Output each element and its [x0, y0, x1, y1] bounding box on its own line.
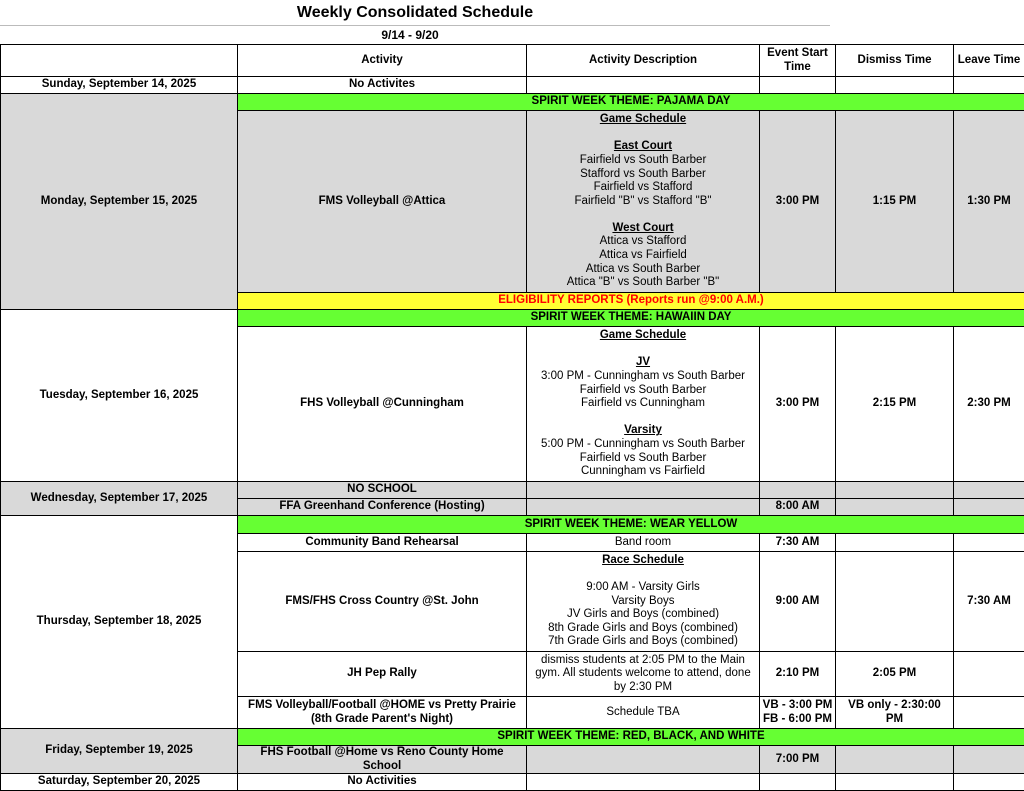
friday-start: 7:00 PM [760, 746, 836, 774]
friday-activity: FHS Football @Home vs Reno County Home School [238, 746, 527, 774]
wednesday-activity: FFA Greenhand Conference (Hosting) [238, 499, 527, 516]
header-leave: Leave Time [954, 45, 1024, 77]
empty-cell [836, 499, 954, 516]
header-day [1, 45, 238, 77]
race-line: 8th Grade Girls and Boys (combined) [529, 622, 757, 636]
sunday-row [1, 77, 1024, 94]
xc-description [527, 552, 760, 652]
vbfb-start-line: VB - 3:00 PM [762, 699, 833, 713]
empty-cell [527, 77, 760, 94]
vbfb-activity-line: (8th Grade Parent's Night) [240, 713, 524, 727]
xc-activity: FMS/FHS Cross Country @St. John [238, 552, 527, 652]
vbfb-description: Schedule TBA [527, 697, 760, 729]
band-start: 7:30 AM [760, 534, 836, 552]
thursday-theme-row [1, 516, 1024, 534]
empty-cell [954, 697, 1024, 729]
monday-theme-row [1, 94, 1024, 111]
monday-dismiss: 1:15 PM [836, 111, 954, 293]
tuesday-leave: 2:30 PM [954, 327, 1024, 482]
header-start: Event Start Time [760, 45, 836, 77]
game-line: Fairfield vs South Barber [529, 154, 757, 168]
sunday-day: Sunday, September 14, 2025 [1, 77, 238, 94]
page-title: Weekly Consolidated Schedule [0, 0, 830, 26]
monday-theme: SPIRIT WEEK THEME: PAJAMA DAY [238, 94, 1024, 111]
empty-cell [836, 746, 954, 774]
empty-cell [760, 482, 836, 499]
tuesday-description [527, 327, 760, 482]
tuesday-theme: SPIRIT WEEK THEME: HAWAIIN DAY [238, 310, 1024, 327]
tuesday-start: 3:00 PM [760, 327, 836, 482]
wednesday-day: Wednesday, September 17, 2025 [1, 482, 238, 516]
pep-desc-line: gym. All students welcome to attend, done [529, 667, 757, 681]
empty-cell [954, 534, 1024, 552]
race-line: 7th Grade Girls and Boys (combined) [529, 635, 757, 649]
monday-leave: 1:30 PM [954, 111, 1024, 293]
header-activity: Activity [238, 45, 527, 77]
game-line: Cunningham vs Fairfield [529, 465, 757, 479]
eligibility-banner: ELIGIBILITY REPORTS (Reports run @9:00 A.M.) [238, 293, 1024, 310]
empty-cell [527, 746, 760, 774]
pep-desc-line: by 2:30 PM [529, 681, 757, 695]
xc-heading: Race Schedule [529, 554, 757, 568]
vbfb-activity-line: FMS Volleyball/Football @HOME vs Pretty Prairie [240, 699, 524, 713]
pep-desc-line: dismiss students at 2:05 PM to the Main [529, 654, 757, 668]
empty-cell [760, 774, 836, 791]
saturday-day: Saturday, September 20, 2025 [1, 774, 238, 791]
game-line: Fairfield vs South Barber [529, 452, 757, 466]
date-range [0, 25, 1024, 44]
sunday-activity: No Activites [238, 77, 527, 94]
game-line: Attica vs Stafford [529, 235, 757, 249]
wednesday-no-school: NO SCHOOL [238, 482, 527, 499]
game-line: 5:00 PM - Cunningham vs South Barber [529, 438, 757, 452]
tuesday-jv: JV [529, 356, 757, 370]
thursday-day: Thursday, September 18, 2025 [1, 516, 238, 729]
game-line: Attica "B" vs South Barber "B" [529, 276, 757, 290]
monday-day: Monday, September 15, 2025 [1, 94, 238, 310]
band-activity: Community Band Rehearsal [238, 534, 527, 552]
game-line: Attica vs South Barber [529, 263, 757, 277]
vbfb-start-line: FB - 6:00 PM [762, 713, 833, 727]
pep-dismiss: 2:05 PM [836, 652, 954, 697]
monday-east-court: East Court [529, 140, 757, 154]
tuesday-desc-heading: Game Schedule [529, 329, 757, 343]
empty-cell [836, 482, 954, 499]
empty-cell [954, 774, 1024, 791]
race-line: 9:00 AM - Varsity Girls [529, 581, 757, 595]
tuesday-varsity: Varsity [529, 424, 757, 438]
race-line: Varsity Boys [529, 595, 757, 609]
saturday-row [1, 774, 1024, 791]
empty-cell [954, 499, 1024, 516]
wednesday-start: 8:00 AM [760, 499, 836, 516]
game-line: Attica vs Fairfield [529, 249, 757, 263]
xc-start: 9:00 AM [760, 552, 836, 652]
empty-cell [954, 652, 1024, 697]
empty-cell [527, 774, 760, 791]
game-line: 3:00 PM - Cunningham vs South Barber [529, 370, 757, 384]
friday-day: Friday, September 19, 2025 [1, 729, 238, 774]
empty-cell [527, 499, 760, 516]
empty-cell [836, 774, 954, 791]
friday-theme: SPIRIT WEEK THEME: RED, BLACK, AND WHITE [238, 729, 1024, 746]
pep-activity: JH Pep Rally [238, 652, 527, 697]
empty-cell [836, 534, 954, 552]
pep-description [527, 652, 760, 697]
empty-cell [527, 482, 760, 499]
date-range-text: 9/14 - 9/20 [381, 28, 438, 42]
game-line: Fairfield vs South Barber [529, 384, 757, 398]
game-line: Fairfield "B" vs Stafford "B" [529, 195, 757, 209]
tuesday-dismiss: 2:15 PM [836, 327, 954, 482]
monday-start: 3:00 PM [760, 111, 836, 293]
game-line: Fairfield vs Stafford [529, 181, 757, 195]
empty-cell [954, 482, 1024, 499]
header-row [1, 45, 1024, 77]
band-description: Band room [527, 534, 760, 552]
race-line: JV Girls and Boys (combined) [529, 608, 757, 622]
vbfb-dismiss: VB only - 2:30:00 PM [836, 697, 954, 729]
xc-leave: 7:30 AM [954, 552, 1024, 652]
saturday-activity: No Activities [238, 774, 527, 791]
tuesday-activity: FHS Volleyball @Cunningham [238, 327, 527, 482]
empty-cell [954, 746, 1024, 774]
empty-cell [954, 77, 1024, 94]
pep-start: 2:10 PM [760, 652, 836, 697]
header-dismiss: Dismiss Time [836, 45, 954, 77]
monday-description [527, 111, 760, 293]
game-line: Stafford vs South Barber [529, 168, 757, 182]
empty-cell [760, 77, 836, 94]
vbfb-start [760, 697, 836, 729]
tuesday-day: Tuesday, September 16, 2025 [1, 310, 238, 482]
empty-cell [836, 77, 954, 94]
game-line: Fairfield vs Cunningham [529, 397, 757, 411]
monday-west-court: West Court [529, 222, 757, 236]
monday-activity: FMS Volleyball @Attica [238, 111, 527, 293]
monday-desc-heading: Game Schedule [529, 113, 757, 127]
empty-cell [836, 552, 954, 652]
header-description: Activity Description [527, 45, 760, 77]
vbfb-activity [238, 697, 527, 729]
wednesday-row-1 [1, 482, 1024, 499]
thursday-theme: SPIRIT WEEK THEME: WEAR YELLOW [238, 516, 1024, 534]
tuesday-theme-row [1, 310, 1024, 327]
friday-theme-row [1, 729, 1024, 746]
schedule-table [0, 44, 1024, 791]
